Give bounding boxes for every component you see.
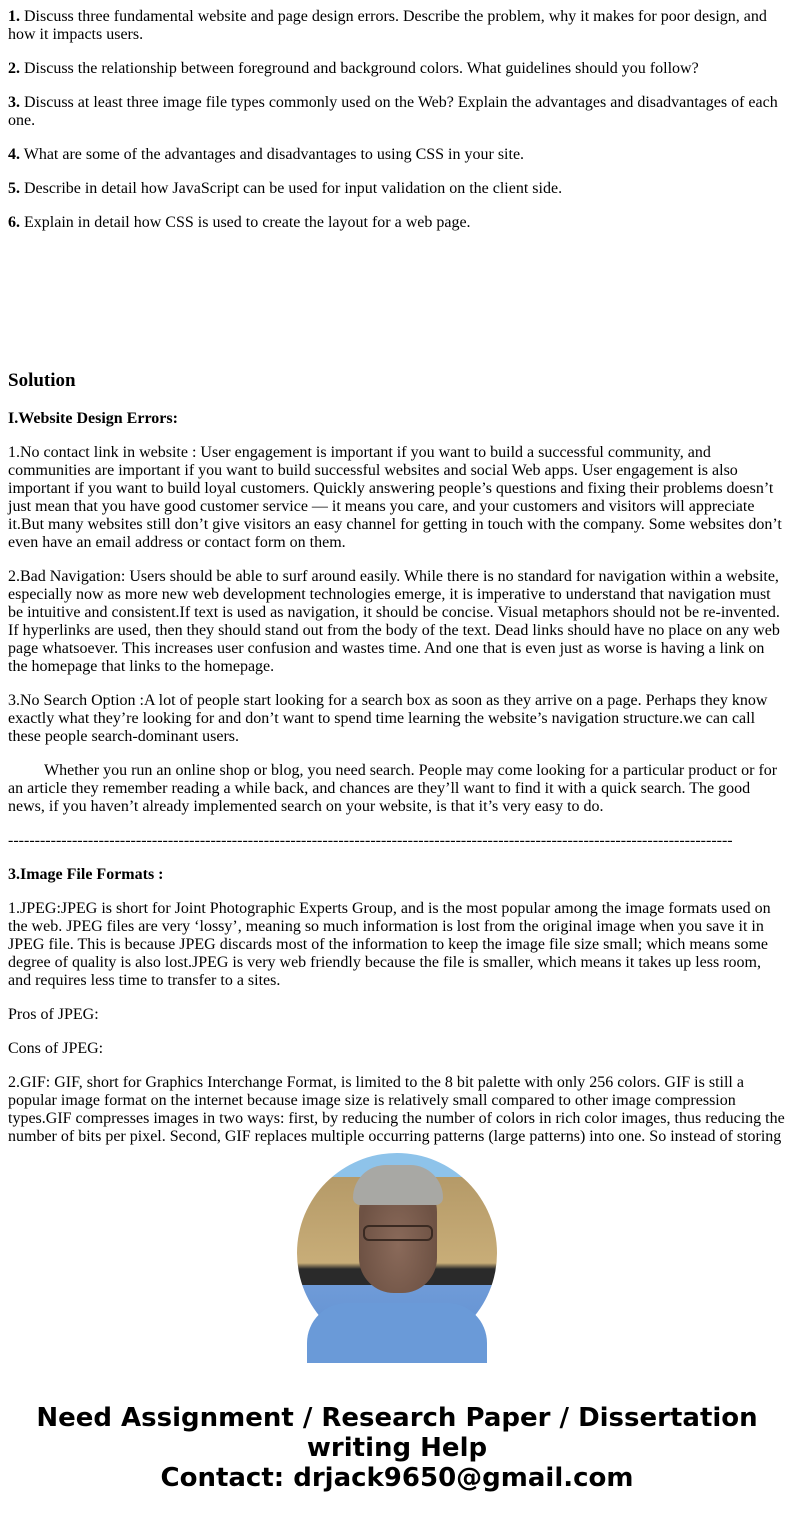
solution-heading: Solution bbox=[8, 370, 76, 391]
question-5: 5. Describe in detail how JavaScript can be used for input validation on the client side. bbox=[8, 180, 563, 197]
divider: ---------------------------------------------------------------------------------------------------------------------------------------- bbox=[8, 832, 733, 849]
question-3: 3. Discuss at least three image file types commonly used on the Web? Explain the advantages and disadvantages of each one. bbox=[8, 94, 778, 129]
question-4: 4. What are some of the advantages and disadvantages to using CSS in your site. bbox=[8, 146, 525, 163]
paragraph: 1.No contact link in website : User engagement is important if you want to build a successful community, and communities are important if you want to build successful websites and social Web apps. User engagement is also important if you want to build loyal customers. Quickly answering people’s questions and fixing their problems doesn’t just mean that you have good customer service — it means you care, and your customers and visitors will appreciate it.But many websites still don’t give visitors an easy channel for getting in touch with the company. Some websites don’t even have an email address or contact form on them. bbox=[8, 444, 782, 551]
cons-label: Cons of JPEG: bbox=[8, 1040, 104, 1057]
paragraph: 3.No Search Option :A lot of people start looking for a search box as soon as they arrive on a page. Perhaps they know exactly what they’re looking for and don’t want to spend time learning the website’s navigation structure.we can call these people search-dominant users. bbox=[8, 692, 768, 745]
contact-banner bbox=[0, 1403, 794, 1523]
glasses bbox=[363, 1225, 433, 1241]
question-1: 1. Discuss three fundamental website and page design errors. Describe the problem, why it makes for poor design, and how it impacts users. bbox=[8, 8, 767, 43]
banner-contact: Contact: drjack9650@gmail.com bbox=[160, 1463, 634, 1493]
question-2: 2. Discuss the relationship between foreground and background colors. What guidelines should you follow? bbox=[8, 60, 699, 77]
paragraph: Whether you run an online shop or blog, you need search. People may come looking for a particular product or for an article they remember reading a while back, and chances are they’ll want to find it with a quick search. The good news, if you haven’t already implemented search on your website, is that it’s very easy to do. bbox=[8, 762, 778, 815]
paragraph: 2.GIF: GIF, short for Graphics Interchange Format, is limited to the 8 bit palette with only 256 colors. GIF is still a popular image format on the internet because image size is relatively small compared to other image compression types.GIF compresses images in two ways: first, by reducing the number of colors in rich color images, thus reducing the number of bits per pixel. Second, GIF replaces multiple occurring patterns (large patterns) into one. So instead of storing bbox=[8, 1074, 785, 1145]
banner-headline: Need Assignment / Research Paper / Dissertation writing Help bbox=[36, 1403, 758, 1463]
question-6: 6. Explain in detail how CSS is used to create the layout for a web page. bbox=[8, 214, 471, 231]
paragraph: 1.JPEG:JPEG is short for Joint Photographic Experts Group, and is the most popular among the image formats used on the web. JPEG files are very ‘lossy’, meaning so much information is lost from the original image when you save it in JPEG file. This is because JPEG discards most of the information to keep the image file size small; which means some degree of quality is also lost.JPEG is very web friendly because the file is smaller, which means it takes up less room, and requires less time to transfer to a sites. bbox=[8, 900, 771, 989]
pros-label: Pros of JPEG: bbox=[8, 1006, 99, 1023]
section-title: 3.Image File Formats : bbox=[8, 866, 164, 883]
section-title: I.Website Design Errors: bbox=[8, 410, 178, 427]
paragraph: 2.Bad Navigation: Users should be able to surf around easily. While there is no standard for navigation within a website, especially now as more new web development technologies emerge, it is imperative to understand that navigation must be intuitive and consistent.If text is used as navigation, it should be concise. Visual metaphors should not be re-invented. If hyperlinks are used, then they should stand out from the body of the text. Dead links should have no place on any web page whatsoever. This increases user confusion and wastes time. And one that is even just as worse is having a link on the homepage that links to the homepage. bbox=[8, 568, 780, 675]
author-photo bbox=[297, 1153, 497, 1353]
